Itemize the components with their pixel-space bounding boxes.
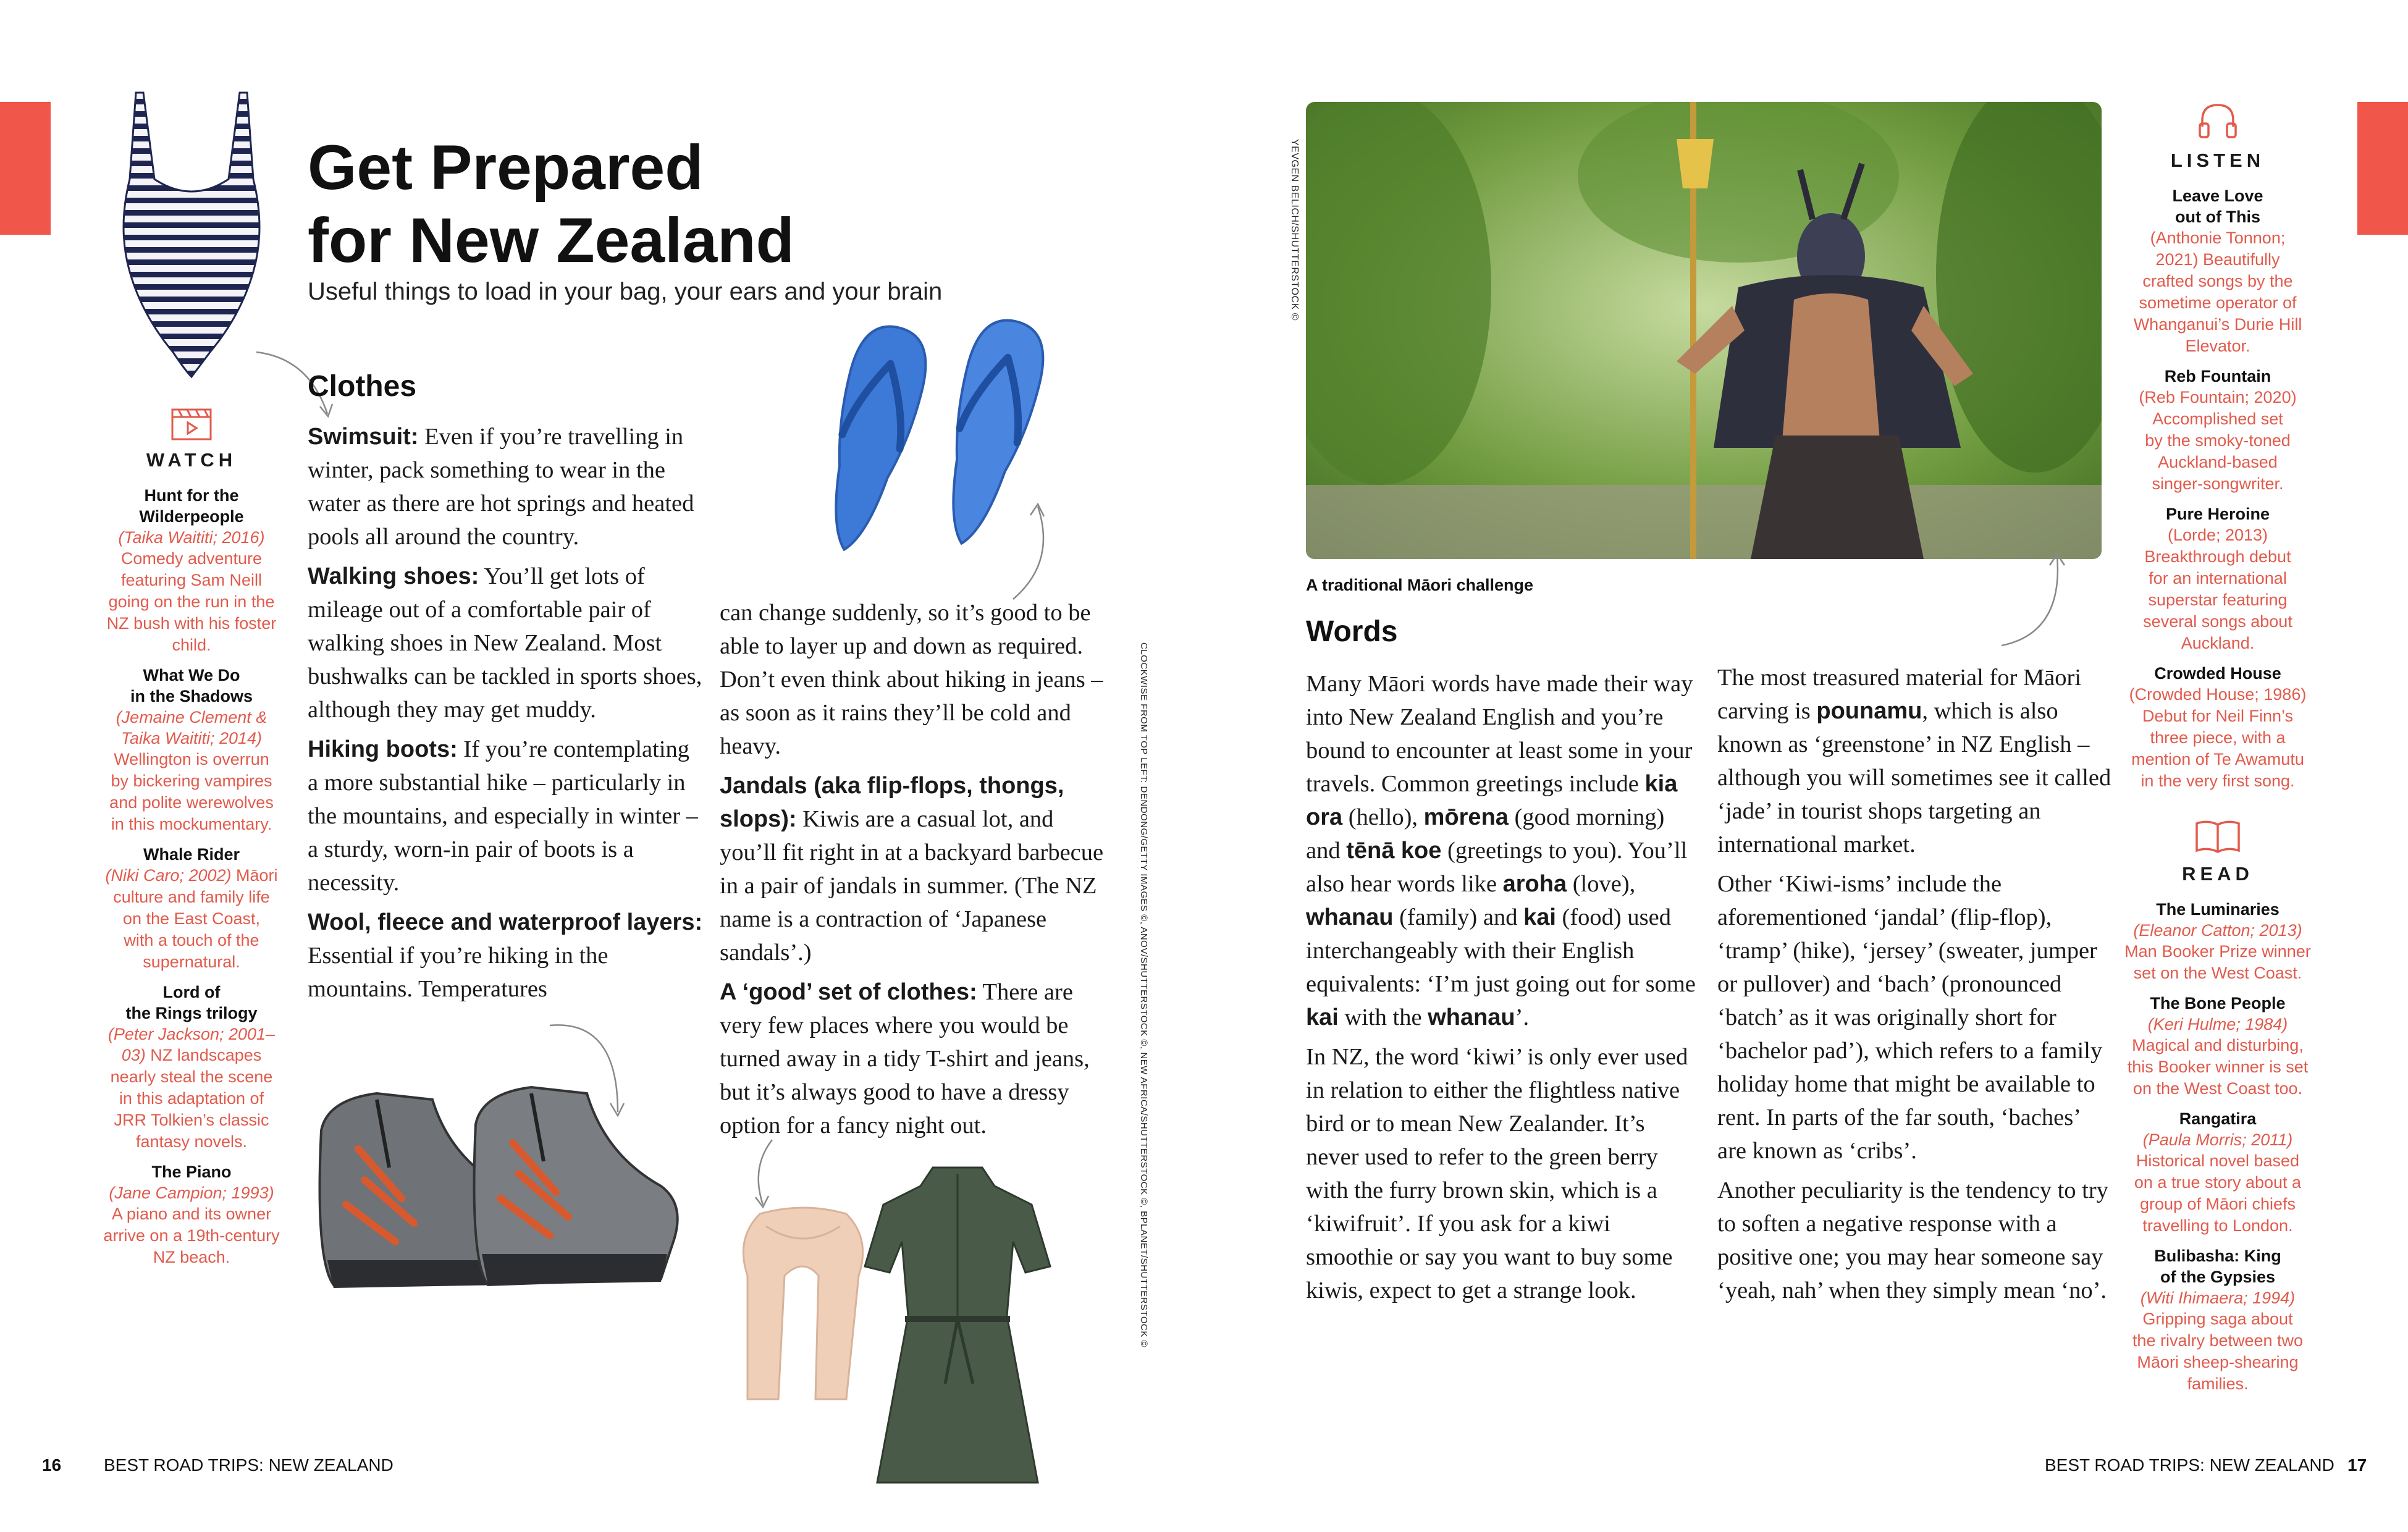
read-item-desc: Man Booker Prize winner: [2124, 942, 2311, 961]
page-number-left: 16: [42, 1455, 62, 1475]
words-column-2: [1717, 661, 2113, 1313]
listen-item-desc: in the very first song.: [2141, 772, 2295, 790]
words-text: ’.: [1515, 1004, 1530, 1030]
good-clothes-paragraph: [720, 975, 1115, 1142]
hiking-boots-label: Hiking boots:: [308, 736, 458, 762]
read-sidebar: [2119, 819, 2317, 1404]
listen-item: [2119, 503, 2317, 654]
photo-credit-right: YEVGEN BELICH/SHUTTERSTOCK ©: [1289, 139, 1300, 321]
swimsuit-text: Even if you’re travelling in winter, pack something to wear in the water as there are hot springs and heated pools all around the country.: [308, 424, 694, 550]
watch-item-desc: nearly steal the scene: [110, 1067, 273, 1086]
photo-credit-left: CLOCKWISE FROM TOP LEFT: DENDONG/GETTY IMAGES ©, ANOV/SHUTTERSTOCK ©, NEW AFRICA/SHUTTERSTOCK ©, BPLANET/SHUTTERSTOCK ©: [1139, 642, 1149, 1348]
word-whanau: whanau: [1428, 1004, 1515, 1030]
arrow-photo: [1995, 547, 2076, 652]
words-text: (good morning) and: [1306, 804, 1665, 864]
listen-item-desc: Whanganui’s Durie Hill: [2133, 315, 2302, 334]
read-item-desc: set on the West Coast.: [2133, 964, 2302, 982]
words-text: (family) and: [1393, 904, 1524, 930]
read-item-desc: Gripping saga about: [2142, 1310, 2293, 1328]
watch-item-desc: supernatural.: [143, 953, 240, 971]
swimsuit-image: [99, 86, 284, 389]
word-tena-koe: tēnā koe: [1346, 838, 1442, 864]
watch-item-title: Hunt for the: [144, 486, 239, 505]
watch-item-meta-line: [93, 865, 290, 886]
words-text: with the: [1338, 1004, 1428, 1030]
good-clothes-text: There are very few places where you would be turned away in a tidy T-shirt and jeans, but it’s always good to have a dressy option for a fancy night out.: [720, 979, 1090, 1138]
read-item-desc: the rivalry between two: [2132, 1331, 2304, 1350]
words-text: The most treasured material for Māori carving is: [1717, 665, 2082, 724]
word-aroha: aroha: [1502, 871, 1567, 897]
hiking-boots-image: [309, 1075, 692, 1310]
word-kai: kai: [1306, 1004, 1339, 1030]
watch-item-meta: (Niki Caro; 2002): [105, 866, 232, 885]
watch-item-desc: Wellington is overrun: [114, 750, 269, 768]
read-item-title: Rangatira: [2179, 1109, 2257, 1128]
wool-paragraph: [308, 906, 703, 1006]
word-kai: kai: [1523, 904, 1556, 930]
watch-item-desc: culture and family life: [113, 888, 270, 906]
clothes-heading: Clothes: [308, 370, 417, 403]
words-text: , which is also known as ‘greenstone’ in NZ English – although you will sometimes see it called ‘jade’ in tourist shops targeting an international market.: [1717, 698, 2111, 857]
watch-item-meta: (Jane Campion; 1993): [109, 1184, 274, 1202]
watch-item-meta: (Jemaine Clement &: [116, 708, 267, 726]
left-accent-tab: [0, 102, 51, 235]
watch-item-desc: fantasy novels.: [135, 1132, 248, 1151]
read-item-title: The Bone People: [2150, 994, 2286, 1012]
watch-heading: WATCH: [146, 449, 237, 471]
headphones-icon: [2196, 99, 2239, 142]
page-title-line: Get Prepared: [308, 132, 704, 203]
watch-item-meta: 03): [121, 1046, 146, 1064]
watch-item-desc: going on the run in the: [108, 592, 275, 611]
footer-right: BEST ROAD TRIPS: NEW ZEALAND: [2045, 1455, 2334, 1475]
words-text: (greetings to you). You’ll also hear words like: [1306, 838, 1688, 897]
watch-item-desc: NZ landscapes: [145, 1046, 262, 1064]
listen-item: [2119, 663, 2317, 792]
wool-continued-text: can change suddenly, so it’s good to be able to layer up and down as required. Don’t even think about hiking in jeans – as soon as it rains they’ll be cold and heavy.: [720, 600, 1103, 759]
watch-item-meta-line: [93, 1045, 290, 1066]
read-item-desc: group of Māori chiefs: [2139, 1195, 2296, 1213]
read-item-desc: this Booker winner is set: [2127, 1058, 2309, 1076]
listen-item-desc: (Reb Fountain; 2020): [2139, 388, 2297, 406]
wool-text: Essential if you’re hiking in the mountains. Temperatures: [308, 943, 608, 1002]
watch-item-desc: on the East Coast,: [122, 909, 261, 928]
watch-item-title: the Rings trilogy: [125, 1004, 258, 1022]
words-column-1: [1306, 667, 1701, 1313]
read-heading: READ: [2182, 863, 2254, 885]
watch-item-meta: (Peter Jackson; 2001–: [107, 1025, 276, 1043]
listen-item-desc: several songs about: [2143, 612, 2292, 631]
read-item: [2119, 899, 2317, 984]
good-clothes-label: A ‘good’ set of clothes:: [720, 979, 977, 1005]
hiking-boots-text: If you’re contemplating a more substantial hike – particularly in the mountains, and especially in winter – a sturdy, worn-in pair of boots is a necessity.: [308, 736, 698, 896]
listen-item-desc: mention of Te Awamutu: [2131, 750, 2304, 768]
watch-item-desc: NZ beach.: [153, 1248, 230, 1266]
read-item-meta: (Paula Morris; 2011): [2142, 1130, 2293, 1149]
swimsuit-label: Swimsuit:: [308, 424, 419, 450]
page-number-right: 17: [2347, 1455, 2367, 1475]
listen-item-desc: sometime operator of: [2139, 293, 2297, 312]
page-title: [308, 131, 794, 277]
listen-item-desc: Accomplished set: [2152, 410, 2283, 428]
book-icon: [2193, 819, 2242, 856]
watch-item: [93, 844, 290, 973]
words-text: (love),: [1567, 871, 1636, 897]
watch-item-meta: (Taika Waititi; 2016): [118, 528, 265, 547]
listen-item-desc: (Crowded House; 1986): [2129, 685, 2307, 704]
read-item-desc: travelling to London.: [2142, 1216, 2293, 1235]
word-kia-ora: kia ora: [1306, 771, 1678, 830]
watch-item-desc: child.: [172, 636, 211, 654]
walking-shoes-label: Walking shoes:: [308, 563, 479, 589]
watch-item-title: Whale Rider: [143, 845, 240, 864]
arrow-jandals: [1001, 494, 1075, 605]
listen-item-title: Crowded House: [2154, 664, 2281, 683]
word-whanau: whanau: [1306, 904, 1394, 930]
watch-item-title: The Piano: [151, 1163, 232, 1181]
read-item-desc: families.: [2187, 1374, 2249, 1393]
watch-item-title: What We Do: [143, 666, 240, 684]
watch-item-title: Wilderpeople: [139, 507, 244, 526]
read-item-desc: Māori sheep-shearing: [2137, 1353, 2299, 1371]
word-morena: mōrena: [1423, 804, 1509, 830]
listen-item-desc: three piece, with a: [2150, 728, 2286, 747]
words-text: Many Māori words have made their way into New Zealand English and you’re bound to encounter at least some in your travels. Common greetings include: [1306, 671, 1693, 797]
listen-item-desc: Breakthrough debut: [2144, 547, 2291, 566]
read-item: [2119, 1245, 2317, 1395]
watch-item-desc: arrive on a 19th-century: [103, 1226, 280, 1245]
words-text: (hello),: [1342, 804, 1424, 830]
clothes-column-2: [720, 596, 1115, 1148]
maori-challenge-photo: [1306, 102, 2102, 559]
words-text: (food) used interchangeably with their English equivalents: ‘I’m just going out for some: [1306, 904, 1696, 997]
words-heading: Words: [1306, 615, 1398, 648]
footer-left: BEST ROAD TRIPS: NEW ZEALAND: [104, 1455, 394, 1475]
listen-item-desc: for an international: [2149, 569, 2287, 587]
watch-item-desc: in this mockumentary.: [111, 815, 272, 833]
listen-item-title: Reb Fountain: [2164, 367, 2271, 385]
listen-item-title: Leave Love: [2172, 187, 2263, 205]
words-paragraph-4: Other ‘Kiwi-isms’ include the aforementioned ‘jandal’ (flip-flop), ‘tramp’ (hike), ‘jersey’ (sweater, jumper or pullover) and ‘bach’ (pronounced ‘batch’ as it was originally short for ‘bachelor pad’), which refers to a family holiday home that might be available to rent. In parts of the far south, ‘baches’ are known as ‘cribs’.: [1717, 871, 2103, 1164]
watch-item-desc: featuring Sam Neill: [120, 571, 263, 589]
read-item-title: The Luminaries: [2156, 900, 2280, 919]
photo-caption: A traditional Māori challenge: [1306, 576, 1534, 594]
watch-item-title: Lord of: [162, 983, 221, 1001]
words-paragraph-5: Another peculiarity is the tendency to try to soften a negative response with a positive one; you may hear someone say ‘yeah, nah’ when they simply mean ‘no’.: [1717, 1177, 2108, 1303]
listen-item-desc: (Lorde; 2013): [2167, 526, 2268, 544]
read-item-desc: on a true story about a: [2134, 1173, 2302, 1192]
jandals-label: Jandals (aka flip-flops, thongs, slops):: [720, 773, 1064, 832]
swimsuit-paragraph: [308, 420, 703, 553]
read-item-desc: on the West Coast too.: [2132, 1079, 2303, 1098]
arrow-scarf: [747, 1137, 785, 1211]
watch-item-desc: Comedy adventure: [120, 549, 263, 568]
walking-shoes-paragraph: [308, 560, 703, 726]
listen-item-title: Pure Heroine: [2165, 505, 2270, 523]
watch-item-meta: Taika Waititi; 2014): [120, 729, 263, 747]
jandals-paragraph: [720, 769, 1115, 969]
wool-label: Wool, fleece and waterproof layers:: [308, 909, 703, 935]
page-subtitle: Useful things to load in your bag, your ears and your brain: [308, 278, 943, 305]
watch-item-desc: JRR Tolkien’s classic: [114, 1111, 269, 1129]
listen-item-desc: crafted songs by the: [2142, 272, 2293, 290]
listen-item-desc: Auckland.: [2181, 634, 2255, 652]
listen-item-desc: singer-songwriter.: [2152, 474, 2284, 493]
watch-item-desc: with a touch of the: [124, 931, 259, 949]
listen-item-desc: superstar featuring: [2148, 591, 2288, 609]
page-title-line: for New Zealand: [308, 205, 794, 276]
read-item-meta: (Witi Ihimaera; 1994): [2140, 1289, 2296, 1307]
listen-item-desc: 2021) Beautifully: [2155, 250, 2280, 269]
walking-shoes-text: You’ll get lots of mileage out of a comfortable pair of walking shoes in New Zealand. Most bushwalks can be tackled in sports shoes, although they may get muddy.: [308, 563, 702, 723]
watch-item: [93, 1161, 290, 1268]
listen-item-desc: by the smoky-toned: [2145, 431, 2291, 450]
hiking-boots-paragraph: [308, 733, 703, 899]
words-paragraph-1: [1306, 667, 1701, 1034]
read-item-desc: Historical novel based: [2136, 1151, 2300, 1170]
read-item-title: of the Gypsies: [2160, 1268, 2276, 1286]
jandals-text: Kiwis are a casual lot, and you’ll fit right in at a backyard barbecue in a pair of jandals in summer. (The NZ name is a contraction of ‘Japanese sandals’.): [720, 806, 1104, 966]
words-paragraph-2: In NZ, the word ‘kiwi’ is only ever used in relation to either the flightless native bird or to mean New Zealander. It’s never used to refer to the green berry with the furry brown skin, which is a ‘kiwifruit’. If you ask for a kiwi smoothie or say you want to buy some kiwis, expect to get a strange look.: [1306, 1044, 1688, 1303]
read-item: [2119, 1108, 2317, 1237]
watch-item-desc: Māori: [231, 866, 278, 885]
watch-item-desc: in this adaptation of: [119, 1089, 264, 1108]
watch-item: [93, 982, 290, 1153]
listen-item-desc: (Anthonie Tonnon;: [2150, 229, 2286, 247]
read-item: [2119, 993, 2317, 1100]
listen-item: [2119, 366, 2317, 495]
watch-item: [93, 485, 290, 656]
listen-sidebar: [2119, 99, 2317, 801]
listen-heading: LISTEN: [2170, 149, 2265, 171]
watch-item-title: in the Shadows: [130, 687, 253, 705]
watch-item-desc: NZ bush with his foster: [106, 614, 277, 633]
listen-item-desc: Debut for Neil Finn’s: [2142, 707, 2294, 725]
listen-item-desc: Elevator.: [2185, 337, 2250, 355]
watch-item-desc: by bickering vampires: [111, 772, 272, 790]
read-item-meta: (Eleanor Catton; 2013): [2133, 921, 2302, 940]
words-paragraph-3: [1717, 661, 2113, 861]
listen-item-desc: Auckland-based: [2158, 453, 2278, 471]
read-item-meta: (Keri Hulme; 1984): [2147, 1015, 2288, 1033]
watch-item-desc: and polite werewolves: [109, 793, 274, 812]
watch-sidebar: [93, 405, 290, 1277]
dress-image: [852, 1161, 1063, 1495]
clapperboard-icon: [170, 405, 213, 442]
watch-item-desc: A piano and its owner: [111, 1205, 272, 1223]
right-accent-tab: [2357, 102, 2408, 235]
listen-item-title: out of This: [2175, 208, 2260, 226]
watch-item: [93, 665, 290, 835]
listen-item: [2119, 185, 2317, 357]
read-item-desc: Magical and disturbing,: [2132, 1036, 2304, 1054]
read-item-title: Bulibasha: King: [2154, 1247, 2281, 1265]
clothes-column-1: [308, 420, 703, 1012]
word-pounamu: pounamu: [1816, 698, 1922, 724]
